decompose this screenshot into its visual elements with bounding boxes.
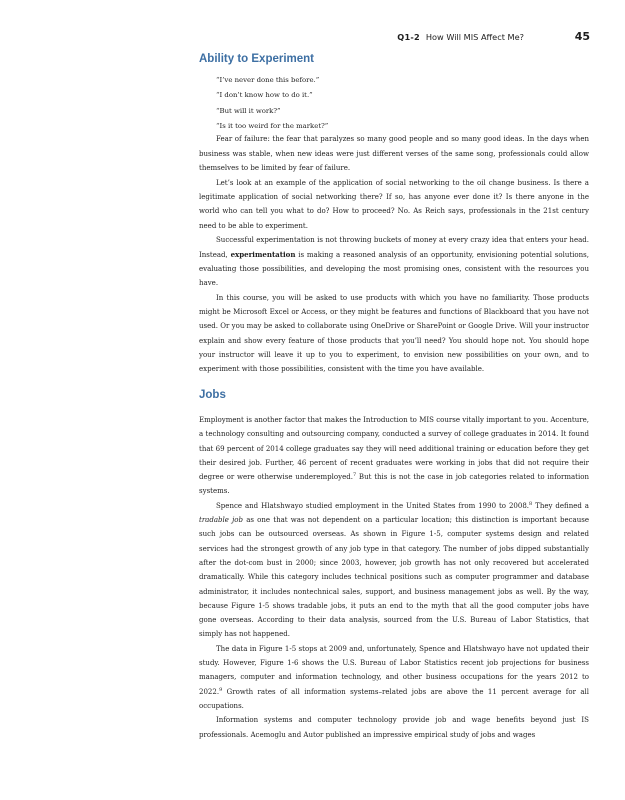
jobs-body-text <box>199 413 589 742</box>
ability-body-text <box>199 132 589 377</box>
section-title: How Will MIS Affect Me? <box>425 32 524 42</box>
section-number: Q1-2 <box>397 32 420 42</box>
page-number: 45 <box>574 30 590 43</box>
paragraph: Spence and Hlatshwayo studied employment in the United States from 1990 to 2008.$^8$ They defined a tradable job as one that was not dependent on a particular location; this distinction is important because such jobs can be outsourced overseas. As shown in Figure 1-5, computer systems design and related services had the strongest growth of any job type in that category. The number of jobs dipped substantially after the dot-com bust in 2000; since 2003, however, job growth has not only recovered but accelerated dramatically. While this category includes technical positions such as computer programmer and database administrator, it includes nontechnical sales, support, and business management jobs as well. By the way, because Figure 1-5 shows tradable jobs, it puts an end to the myth that all the good computer jobs have gone overseas. According to their data analysis, sourced from the U.S. Bureau of Labor Statistics, that simply has not happened. <box>199 500 589 639</box>
paragraph: In this course, you will be asked to use products with which you have no familiarity. Those products might be Microsoft Excel or Access, or they might be features and functions of Blackboard that you have not used. Or you may be asked to collaborate using OneDrive or SharePoint or Google Drive. Will your instructor explain and show every feature of those products that you’ll need? You should hope not. You should hope your instructor will leave it up to you to experiment, to envision new possibilities on your own, and to experiment with those possibilities, consistent with the time you have available. <box>199 292 589 374</box>
quote-list <box>216 73 576 134</box>
footnote-ref: 8 <box>529 500 533 507</box>
paragraph: Employment is another factor that makes the Introduction to MIS course vitally important to you. Accenture, a technology consulting and outsourcing company, conducted a survey of college graduates in 2014. It found that 69 percent of 2014 college graduates say they will need additional training or education before they get their desired job. Further, 46 percent of recent graduates were working in jobs that did not require their degree or were otherwise underemployed.$^7$ But this is not the case in job categories related to information systems. <box>199 415 589 496</box>
footnote-ref: 7 <box>352 472 357 479</box>
paragraph: The data in Figure 1-5 stops at 2009 and, unfortunately, Spence and Hlatshwayo have not updated their study. However, Figure 1-6 shows the U.S. Bureau of Labor Statistics recent job projections for business managers, computer and information technology, and other business occupations for the years 2012 to 2022.$^9$ Growth rates of all information systems–related jobs are above the 11 percent average for all occupations. <box>199 643 589 710</box>
quote-item: “But will it work?” <box>216 106 281 115</box>
running-header <box>200 31 590 45</box>
heading-ability-to-experiment: Ability to Experiment <box>199 53 315 65</box>
paragraph: Let’s look at an example of the application of social networking to the oil change business. Is there a legitimate application of social networking there? If so, has anyone ever done it? Is there anyone in the world who can tell you what to do? How to proceed? No. As Reich says, professionals in the 21st century need to be able to experiment. <box>199 177 589 230</box>
quote-item: “I don’t know how to do it.” <box>216 91 313 100</box>
key-term: experimentation <box>230 249 296 259</box>
quote-item: “I’ve never done this before.” <box>216 76 320 84</box>
paragraph: Fear of failure: the fear that paralyzes so many good people and so many good ideas. In the days when business was stable, when new ideas were just different verses of the same song, professionals could allow themselves to be limited by fear of failure. <box>199 134 589 172</box>
section-reference <box>397 32 524 42</box>
key-term: tradable job <box>199 515 243 525</box>
quote-item: “Is it too weird for the market?” <box>216 121 329 130</box>
heading-jobs: Jobs <box>199 389 226 401</box>
paragraph: Successful experimentation is not throwing buckets of money at every crazy idea that enters your head. Instead, experimentation is making a reasoned analysis of an opportunity, envisioning potential solutions, evaluating those possibilities, and developing the most promising ones, consistent with the resources you have. <box>199 235 589 288</box>
footnote-ref: 9 <box>219 686 223 693</box>
paragraph: Information systems and computer technology provide job and wage benefits beyond just IS professionals. Acemoglu and Autor published an impressive empirical study of jobs and wages <box>199 715 589 739</box>
